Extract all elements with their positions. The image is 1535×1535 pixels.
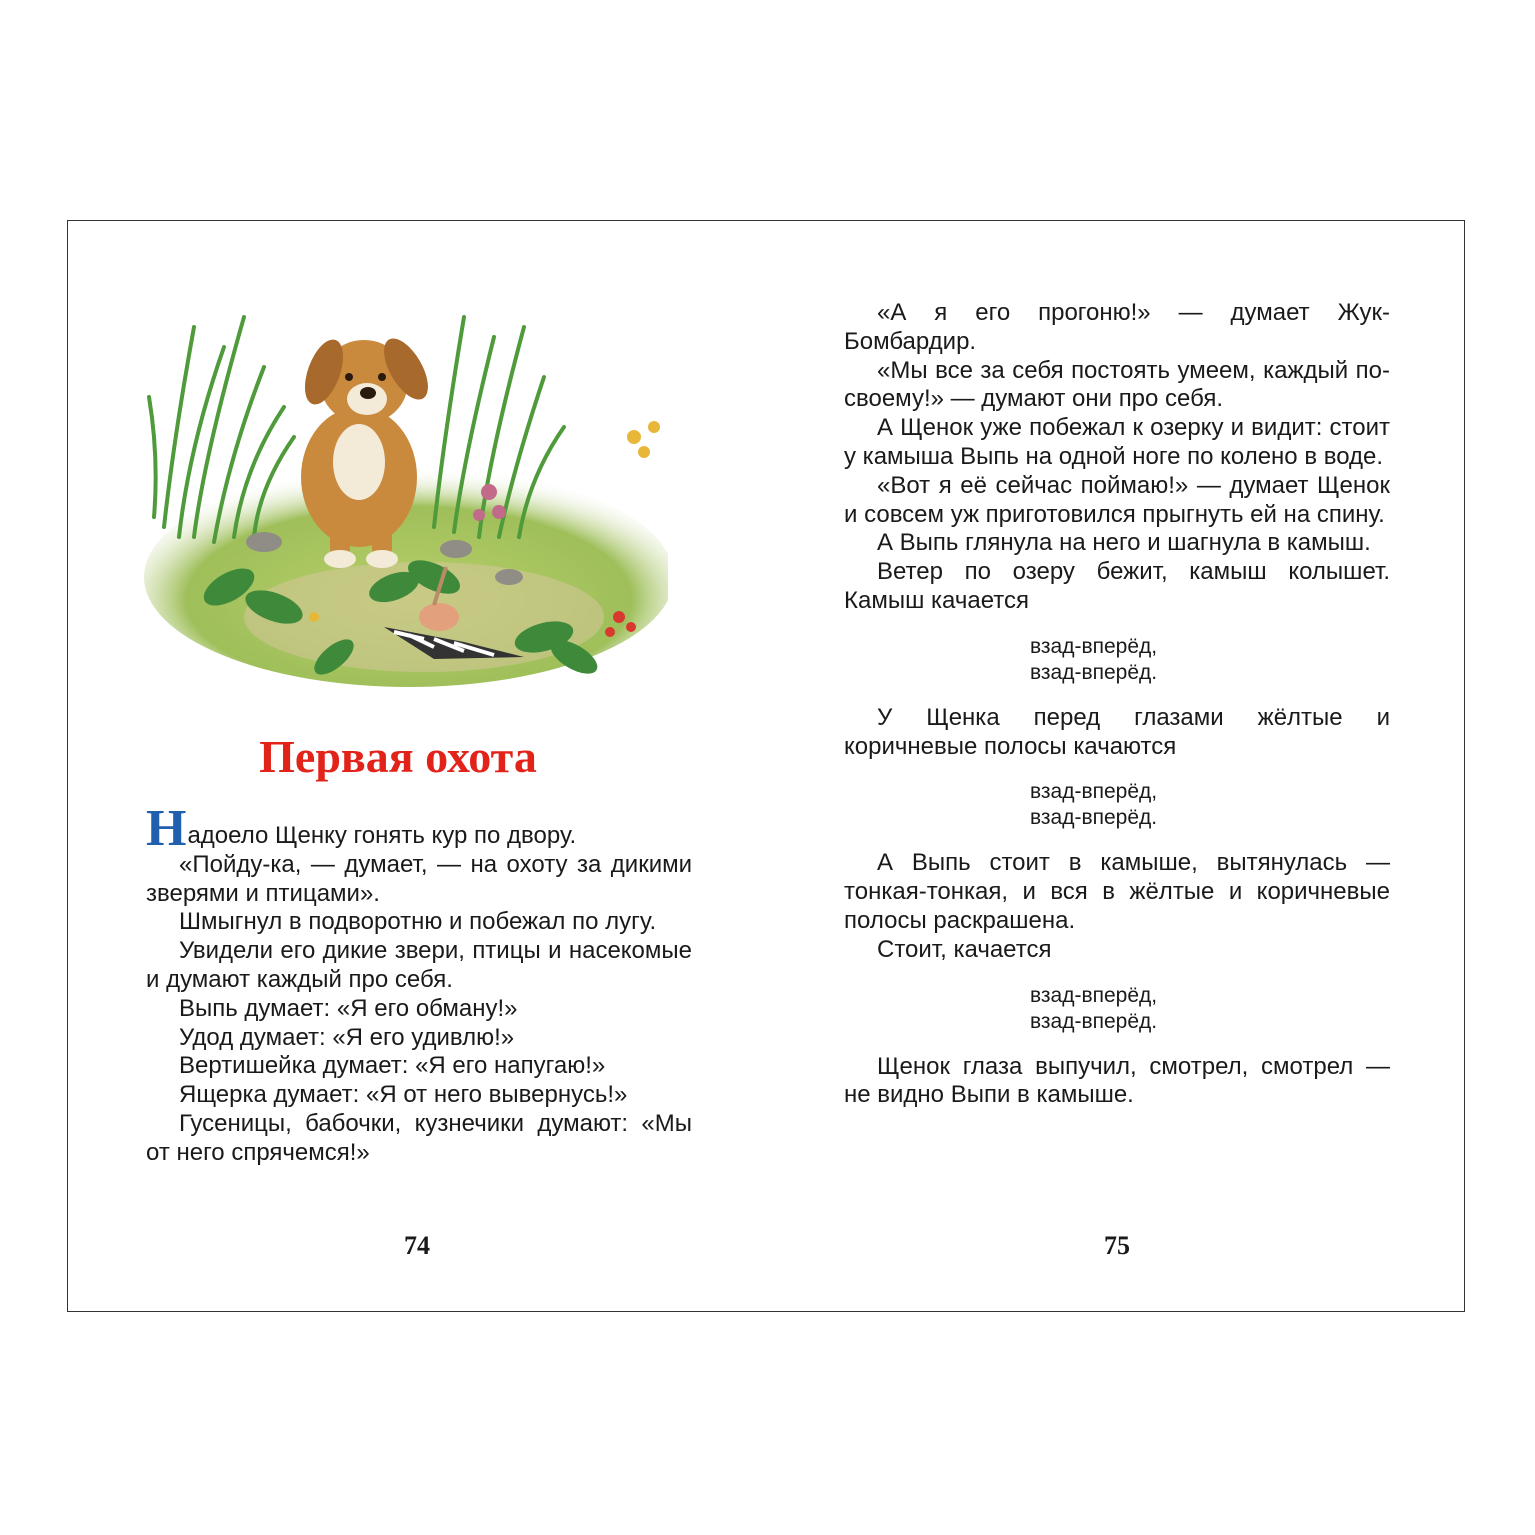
left-page-text [146,800,692,1168]
refrain [844,634,1390,686]
paragraph: Гусеницы, бабочки, кузнечики думают: «Мы от него спрячемся!» [146,1109,692,1166]
paragraph: Увидели его дикие звери, птицы и насекомые и думают каждый про себя. [146,937,692,993]
paragraph: «Пойду-ка, — думает, — на охоту за дикими зверями и птицами». [146,850,692,907]
paragraph: У Щенка перед глазами жёлтые и коричневые полосы качаются [844,703,1390,760]
paragraph: А Выпь стоит в камыше, вытянулась — тонкая-тонкая, и вся в жёлтые и коричневые полосы раскрашена. [844,849,1390,934]
puppy-in-meadow-illustration [134,287,668,707]
paragraph: Удод думает: «Я его удивлю!» [179,1023,515,1051]
paragraph: Щенок глаза выпучил, смотрел, смотрел — не видно Выпи в камыше. [844,1052,1390,1109]
paragraph: А Выпь глянула на него и шагнула в камыш. [877,529,1371,557]
drop-cap: Н [146,800,187,857]
refrain-line: взад-вперёд. [1030,806,1158,830]
paragraph: Ветер по озеру бежит, камыш колышет. Камыш качается [844,558,1390,614]
refrain-line: взад-вперёд. [1030,1009,1158,1033]
first-paragraph [146,800,692,857]
refrain [844,779,1390,831]
paragraph: Шмыгнул в подворотню и побежал по лугу. [179,908,657,936]
right-page-text [844,299,1390,1110]
paragraph: Ящерка думает: «Я от него вывернусь!» [179,1081,628,1109]
page-number-right: 75 [1104,1231,1130,1260]
paragraph: «Вот я её сейчас поймаю!» — думает Щенок и совсем уж приготовился прыгнуть ей на спину. [844,471,1390,528]
paragraph: Вертишейка думает: «Я его напугаю!» [179,1052,606,1080]
refrain-line: взад-вперёд, [1030,983,1158,1007]
paragraph: «А я его прогоню!» — думает Жук-Бомбардир. [844,299,1390,355]
paragraph: «Мы все за себя постоять умеем, каждый по-своему!» — думают они про себя. [844,356,1390,413]
refrain [844,983,1390,1035]
refrain-line: взад-вперёд, [1030,634,1158,658]
story-title: Первая охота [259,731,537,782]
refrain-line: взад-вперёд. [1030,660,1158,684]
paragraph: Стоит, качается [877,935,1052,963]
page-number-left: 74 [404,1231,430,1260]
first-paragraph-text: адоело Щенку гонять кур по двору. [187,822,577,849]
paragraph: Выпь думает: «Я его обману!» [179,994,518,1022]
refrain-line: взад-вперёд, [1030,780,1158,804]
paragraph: А Щенок уже побежал к озерку и видит: стоит у камыша Выпь на одной ноге по колено в воде. [844,414,1390,470]
book-spread [67,220,1465,1312]
